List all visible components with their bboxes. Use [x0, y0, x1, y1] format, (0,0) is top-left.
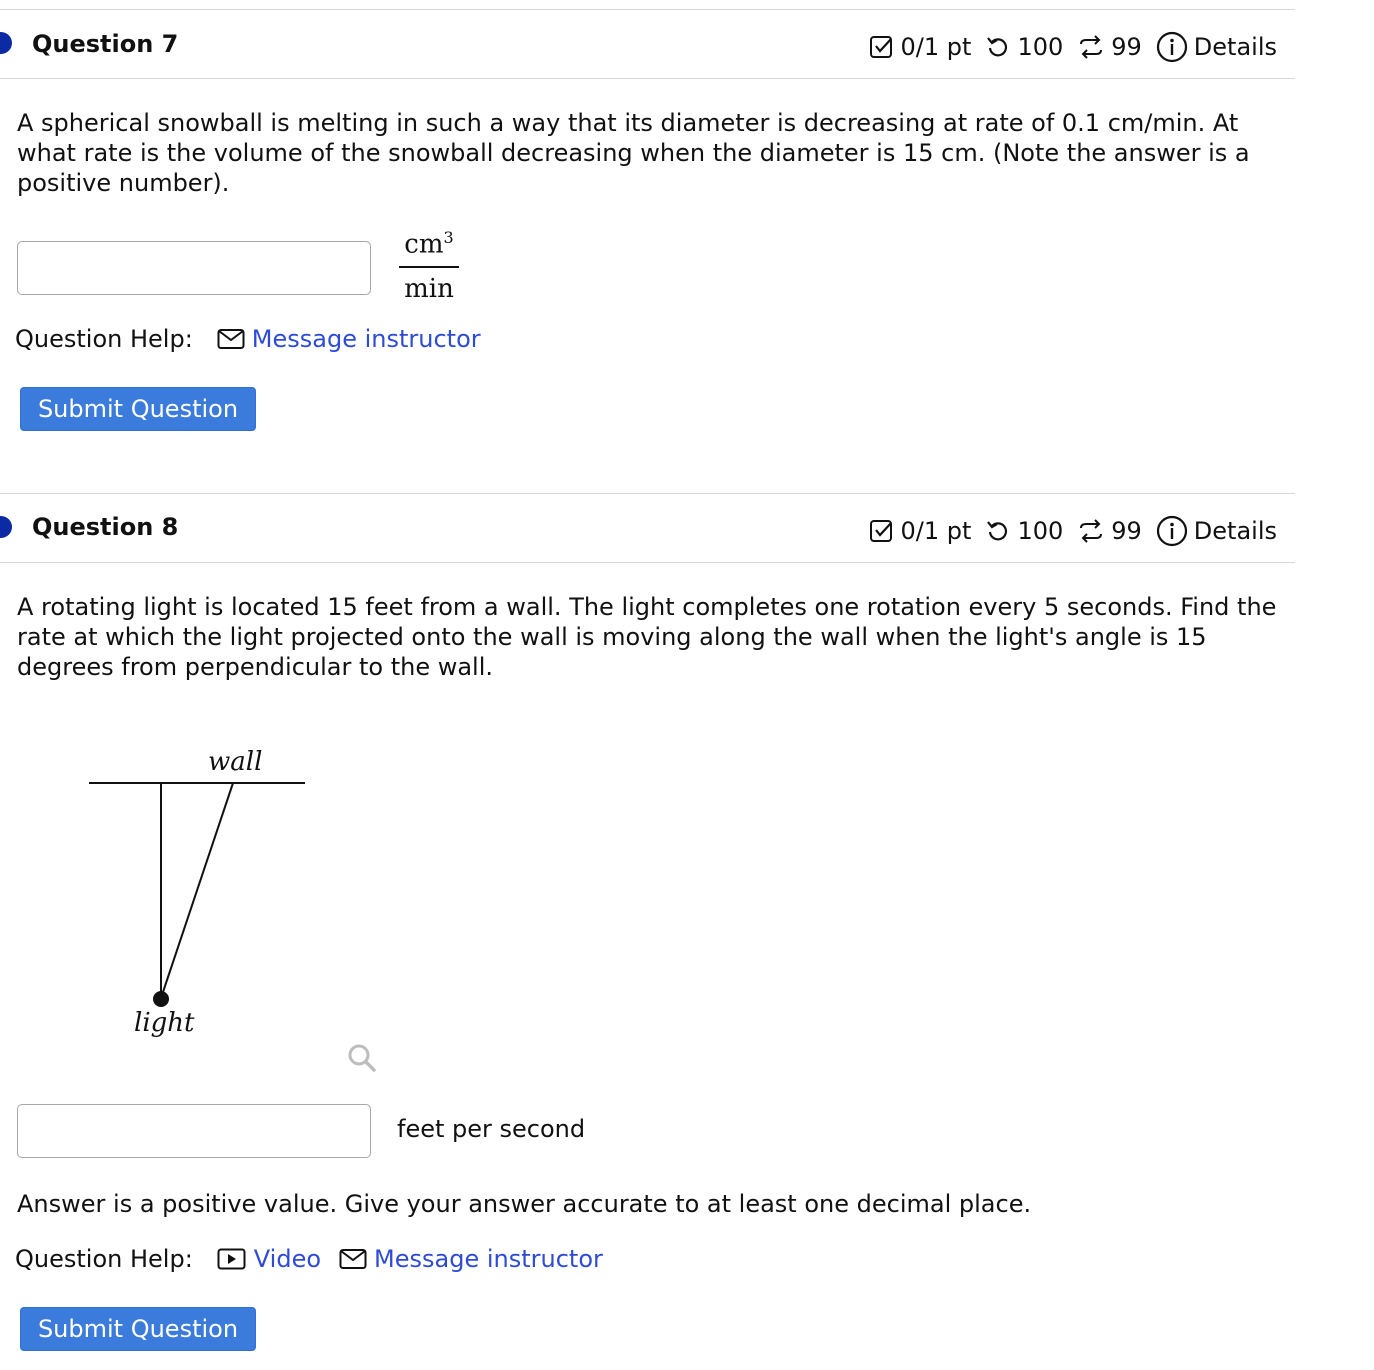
divider: [0, 493, 1295, 494]
divider: [0, 562, 1295, 563]
retries-indicator: [985, 33, 1063, 61]
attempts-indicator: [1077, 517, 1142, 545]
unit-exponent: 3: [443, 228, 454, 247]
status-dot: [0, 32, 12, 54]
message-instructor-link[interactable]: [339, 1245, 603, 1273]
details-link[interactable]: [1156, 515, 1277, 547]
info-icon: [1156, 31, 1188, 63]
envelope-icon: [339, 1248, 367, 1270]
envelope-icon: [217, 328, 245, 350]
message-instructor-label: Message instructor: [251, 325, 481, 353]
details-label: Details: [1193, 33, 1277, 61]
check-square-icon: [869, 518, 895, 544]
question-title: Question 8: [32, 513, 179, 541]
unit-denominator: min: [404, 273, 454, 304]
unit-numerator: [399, 228, 459, 260]
score-indicator: [869, 33, 972, 61]
wall-light-diagram: [80, 740, 320, 1050]
submit-question-button[interactable]: Submit Question: [20, 387, 256, 431]
answer-input[interactable]: [17, 241, 371, 295]
divider: [0, 9, 1295, 10]
answer-input[interactable]: [17, 1104, 371, 1158]
question-text: A rotating light is located 15 feet from a wall. The light completes one rotation every 5 seconds. Find the rate at which the light projected onto the wall is moving along the wall when the light's angle is 15 degrees from perpendicular to the wall.: [17, 593, 1277, 681]
unit-label: feet per second: [397, 1115, 586, 1143]
status-dot: [0, 516, 12, 538]
message-instructor-link[interactable]: [217, 325, 481, 353]
retries-count: 100: [1017, 517, 1064, 545]
question-help: [15, 325, 499, 353]
details-link[interactable]: [1156, 31, 1277, 63]
details-label: Details: [1193, 517, 1277, 545]
light-label: light: [134, 1008, 195, 1038]
unit-num-text: cm: [404, 229, 444, 260]
check-square-icon: [869, 34, 895, 60]
question-text: A spherical snowball is melting in such a way that its diameter is decreasing at rate of 0.1 cm/min. At what rate is the volume of the snowball decreasing when the diameter is 15 cm. (Note the answer is a positive number).: [17, 109, 1250, 197]
question-8-header: [0, 498, 1295, 558]
video-link[interactable]: [217, 1245, 321, 1273]
light-point: [153, 991, 169, 1007]
fraction-bar: [399, 266, 459, 268]
video-label: Video: [253, 1245, 322, 1273]
attempts-icon: [1077, 34, 1105, 60]
retry-icon: [985, 518, 1011, 544]
attempts-count: 99: [1111, 517, 1142, 545]
answer-note: Answer is a positive value. Give your answer accurate to at least one decimal place.: [17, 1190, 1032, 1218]
help-label: Question Help:: [15, 325, 193, 353]
retries-indicator: [985, 517, 1063, 545]
video-icon: [217, 1248, 247, 1270]
attempts-count: 99: [1111, 33, 1142, 61]
question-meta: [855, 515, 1277, 547]
divider: [0, 78, 1295, 79]
message-instructor-label: Message instructor: [374, 1245, 603, 1273]
submit-question-button[interactable]: Submit Question: [20, 1307, 256, 1351]
attempts-icon: [1077, 518, 1105, 544]
unit-fraction: [399, 228, 459, 304]
question-help: [15, 1245, 621, 1273]
info-icon: [1156, 515, 1188, 547]
score-text: 0/1 pt: [900, 33, 972, 61]
attempts-indicator: [1077, 33, 1142, 61]
score-indicator: [869, 517, 972, 545]
help-label: Question Help:: [15, 1245, 193, 1273]
question-7-header: [0, 14, 1295, 74]
beam-line: [161, 783, 233, 998]
question-title: Question 7: [32, 30, 179, 58]
retry-icon: [985, 34, 1011, 60]
zoom-icon[interactable]: [346, 1042, 378, 1074]
score-text: 0/1 pt: [900, 517, 972, 545]
wall-label: wall: [208, 747, 263, 777]
retries-count: 100: [1017, 33, 1064, 61]
question-meta: [855, 31, 1277, 63]
